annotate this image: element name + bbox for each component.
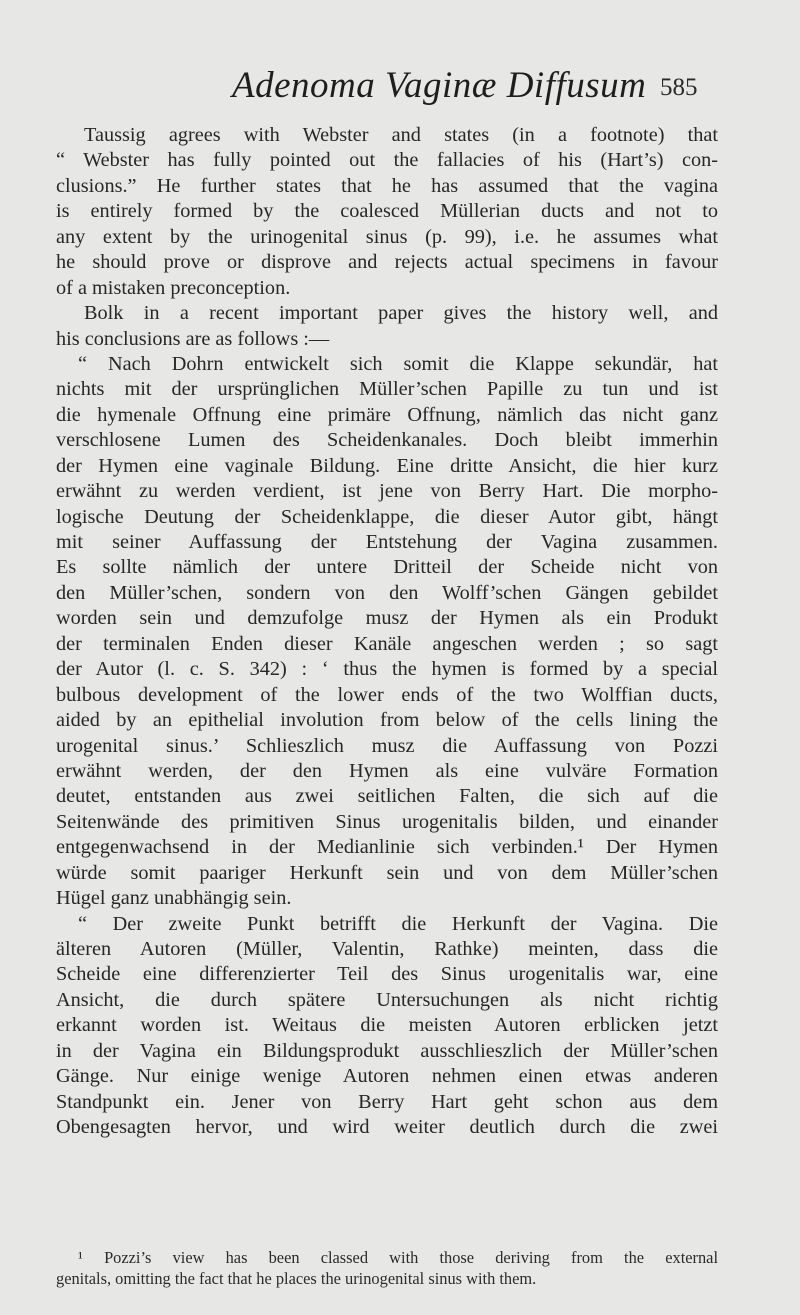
text-line: entgegenwachsend in der Medianlinie sich verbinden.¹ Der Hymen — [56, 836, 718, 859]
text-line: his conclusions are as follows :— — [56, 327, 330, 350]
text-line: any extent by the urinogenital sinus (p. 99), i.e. he assumes what — [56, 225, 718, 248]
text-line: bulbous development of the lower ends of the two Wolffian ducts, — [56, 683, 718, 706]
text-line: Seitenwände des primitiven Sinus urogenitalis bilden, und einander — [56, 810, 718, 833]
text-line: der terminalen Enden dieser Kanäle angeschen werden ; so sagt — [56, 632, 718, 655]
text-line: der Hymen eine vaginale Bildung. Eine dritte Ansicht, die hier kurz — [56, 454, 718, 477]
footnote-line: genitals, omitting the fact that he places the urinogenital sinus with them. — [56, 1269, 537, 1288]
text-line: “ Der zweite Punkt betrifft die Herkunft der Vagina. Die — [78, 912, 718, 935]
text-line: in der Vagina ein Bildungsprodukt ausschlieszlich der Müller’schen — [56, 1039, 718, 1062]
page-header — [0, 64, 800, 114]
text-line: Scheide eine differenzierter Teil des Sinus urogenitalis war, eine — [56, 963, 718, 986]
text-line: Hügel ganz unabhängig sein. — [56, 887, 292, 910]
text-line: Obengesagten hervor, und wird weiter deutlich durch die zwei — [56, 1116, 718, 1139]
text-line: “ Webster has fully pointed out the fallacies of his (Hart’s) con- — [56, 149, 718, 172]
text-line: den Müller’schen, sondern von den Wolff’schen Gängen gebildet — [56, 581, 718, 604]
text-line: Bolk in a recent important paper gives the history well, and — [84, 302, 718, 325]
text-line: erkannt worden ist. Weitaus die meisten Autoren erblicken jetzt — [56, 1014, 718, 1037]
running-title: Adenoma Vaginæ Diffusum — [232, 65, 647, 106]
text-line: of a mistaken preconception. — [56, 276, 291, 299]
text-line: Taussig agrees with Webster and states (in a footnote) that — [84, 124, 718, 146]
text-line: Es sollte nämlich der untere Dritteil der Scheide nicht von — [56, 556, 718, 579]
text-line: he should prove or disprove and rejects actual specimens in favour — [56, 251, 718, 274]
text-line: deutet, entstanden aus zwei seitlichen Falten, die sich auf die — [56, 785, 718, 808]
text-line: mit seiner Auffassung der Entstehung der Vagina zusammen. — [56, 531, 718, 553]
text-line: würde somit paariger Herkunft sein und von dem Müller’schen — [56, 861, 718, 884]
text-line: urogenital sinus.’ Schlieszlich musz die Auffassung von Pozzi — [56, 734, 718, 757]
text-line: Ansicht, die durch spätere Untersuchungen als nicht richtig — [56, 988, 718, 1011]
text-line: “ Nach Dohrn entwickelt sich somit die Klappe sekundär, hat — [78, 352, 718, 375]
text-line: worden sein und demzufolge musz der Hymen als ein Produkt — [56, 607, 718, 630]
footnotes — [56, 1247, 718, 1289]
page-number: 585 — [660, 74, 698, 101]
text-line: Gänge. Nur einige wenige Autoren nehmen einen etwas anderen — [56, 1065, 718, 1088]
text-line: erwähnt zu werden verdient, ist jene von Berry Hart. Die morpho- — [56, 480, 718, 503]
text-line: erwähnt werden, der den Hymen als eine vulväre Formation — [56, 759, 718, 782]
text-line: is entirely formed by the coalesced Müllerian ducts and not to — [56, 200, 718, 223]
text-line: nichts mit der ursprünglichen Müller’schen Papille zu tun und ist — [56, 378, 718, 401]
text-line: der Autor (l. c. S. 342) : ‘ thus the hymen is formed by a special — [56, 658, 718, 681]
text-line: Standpunkt ein. Jener von Berry Hart geht schon aus dem — [56, 1090, 718, 1113]
text-line: die hymenale Offnung eine primäre Offnung, nämlich das nicht ganz — [56, 403, 718, 426]
text-line: älteren Autoren (Müller, Valentin, Rathke) meinten, dass die — [56, 938, 718, 960]
text-line: clusions.” He further states that he has assumed that the vagina — [56, 174, 718, 197]
text-line: logische Deutung der Scheidenklappe, die dieser Autor gibt, hängt — [56, 505, 718, 528]
body-text — [56, 123, 718, 1141]
text-line: aided by an epithelial involution from below of the cells lining the — [56, 709, 718, 732]
text-line: verschlosene Lumen des Scheidenkanales. Doch bleibt immerhin — [56, 429, 718, 452]
footnote-line: ¹ Pozzi’s view has been classed with those deriving from the external — [78, 1248, 718, 1267]
